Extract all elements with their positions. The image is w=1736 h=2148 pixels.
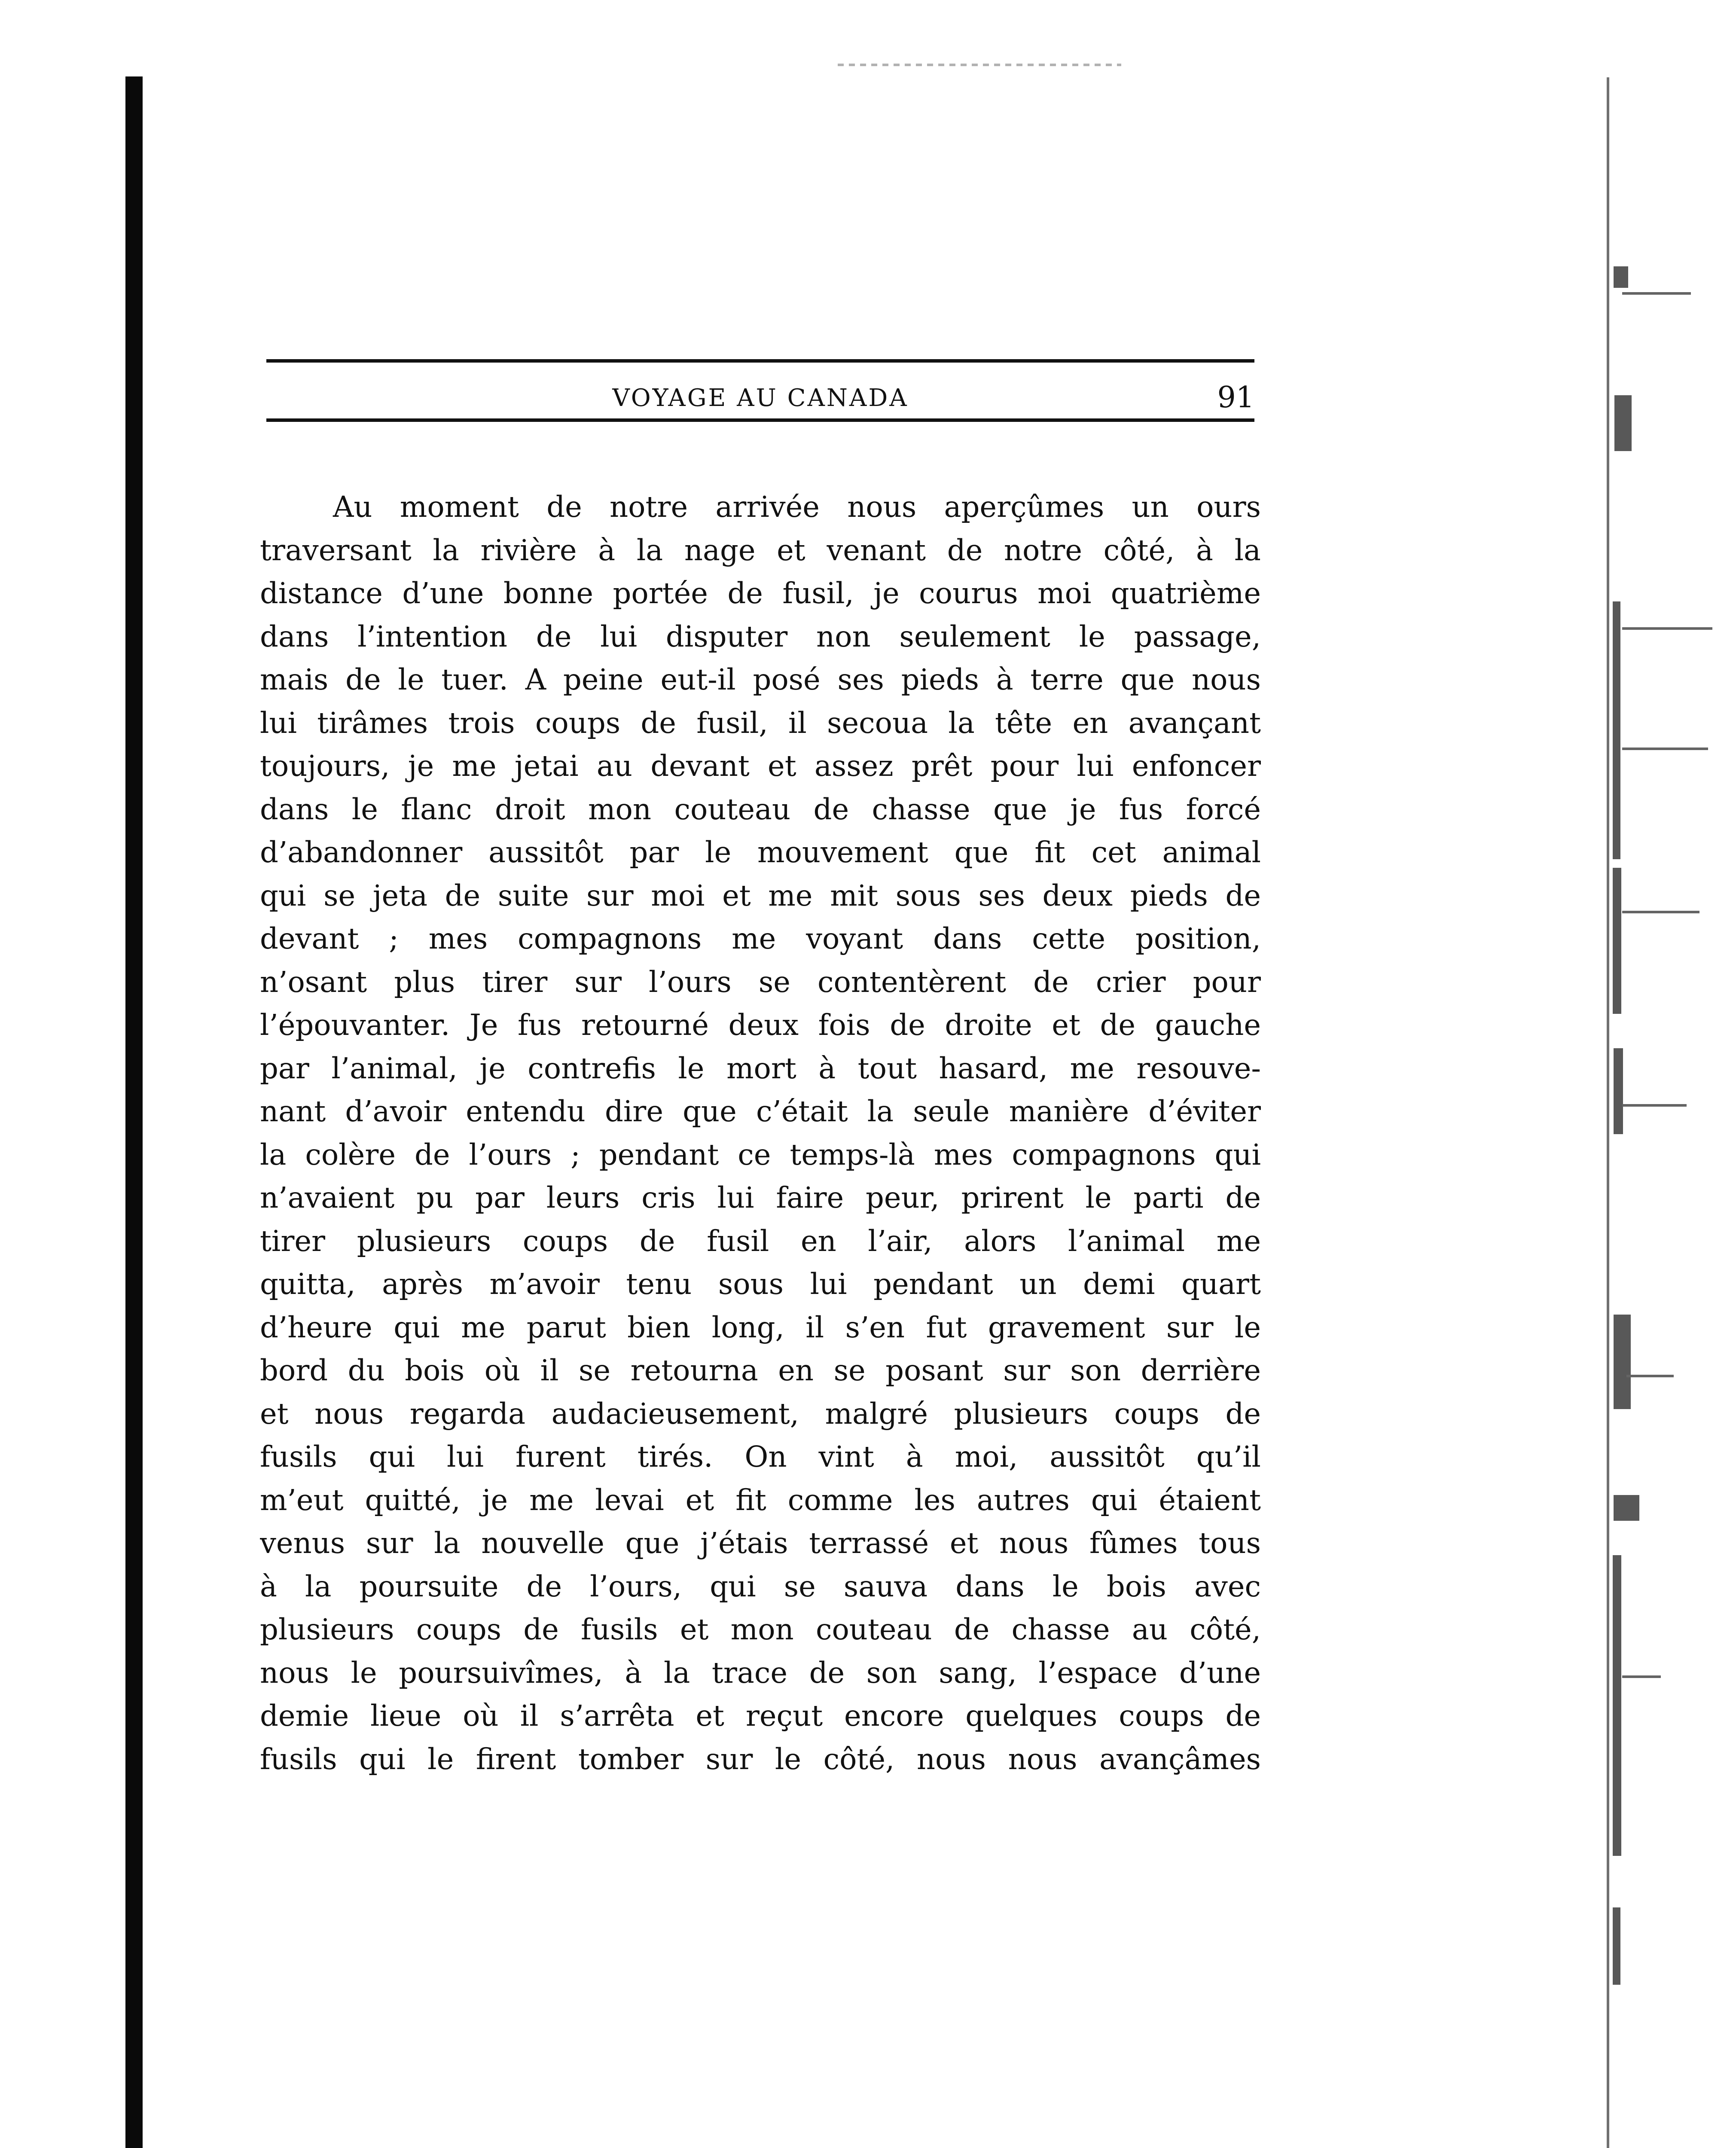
text-line: n’osant plus tirer sur l’ours se contentèrent de crier pour [260,965,1261,999]
scan-edge-artifact [1614,395,1632,451]
text-line: lui tirâmes trois coups de fusil, il secoua la tête en avançant [260,706,1261,740]
text-line: traversant la rivière à la nage et venant de notre côté, à la [260,533,1261,567]
text-line: tirer plusieurs coups de fusil en l’air, alors l’animal me [260,1224,1261,1258]
running-title: VOYAGE AU CANADA [612,384,909,412]
scan-edge-artifact [1613,1555,1621,1856]
text-line: dans le flanc droit mon couteau de chasse que je fus forcé [260,792,1261,826]
text-line: plusieurs coups de fusils et mon couteau de chasse au côté, [260,1613,1261,1646]
text-line: d’heure qui me parut bien long, il s’en fut gravement sur le [260,1310,1261,1344]
text-line: venus sur la nouvelle que j’étais terrassé et nous fûmes tous [260,1526,1261,1560]
text-line: et nous regarda audacieusement, malgré plusieurs coups de [260,1397,1261,1431]
header-row [266,363,1254,418]
scan-edge-artifact [1613,868,1621,1014]
scan-edge-artifact [1622,911,1699,913]
text-line: qui se jeta de suite sur moi et me mit sous ses deux pieds de [260,879,1261,912]
scan-edge-artifact [1614,1048,1623,1134]
text-line: distance d’une bonne portée de fusil, je courus moi quatrième [260,577,1261,610]
text-line: mais de le tuer. A peine eut-il posé ses pieds à terre que nous [260,663,1261,696]
text-line: nant d’avoir entendu dire que c’était la seule manière d’éviter [260,1095,1261,1128]
text-line: l’épouvanter. Je fus retourné deux fois de droite et de gauche [260,1008,1261,1042]
scan-edge-artifact [1622,748,1708,750]
scan-edge-artifact [1622,1104,1687,1107]
text-line: demie lieue où il s’arrêta et reçut encore quelques coups de [260,1699,1261,1733]
scan-edge-artifact [1622,292,1691,295]
scan-edge-artifact [1626,1375,1674,1377]
scan-edge-artifact [838,64,1121,66]
text-line: n’avaient pu par leurs cris lui faire peur, prirent le parti de [260,1181,1261,1214]
header-top-rule [266,359,1254,363]
page-number: 91 [1217,381,1254,415]
scan-edge-artifact [1622,627,1712,630]
text-line: par l’animal, je contrefis le mort à tout hasard, me resouve- [260,1051,1261,1085]
text-line: m’eut quitté, je me levai et fit comme les autres qui étaient [260,1483,1261,1517]
scan-edge-artifact [1613,1907,1620,1985]
text-line: la colère de l’ours ; pendant ce temps-là mes compagnons qui [260,1138,1261,1172]
text-line: à la poursuite de l’ours, qui se sauva dans le bois avec [260,1569,1261,1603]
text-line: nous le poursuivîmes, à la trace de son sang, l’espace d’une [260,1656,1261,1690]
text-line: Au moment de notre arrivée nous aperçûmes un ours [333,490,1261,524]
text-line: toujours, je me jetai au devant et assez prêt pour lui enfoncer [260,749,1261,783]
scan-edge-artifact [1622,1675,1661,1678]
running-header [266,359,1254,422]
scan-edge-artifact [1614,1495,1639,1521]
scan-page-edge [1607,77,1635,2148]
text-line: fusils qui le firent tomber sur le côté, nous nous avançâmes [260,1742,1261,1776]
header-bottom-rule [266,418,1254,422]
text-line: dans l’intention de lui disputer non seulement le passage, [260,619,1261,653]
scan-edge-artifact [1613,601,1620,859]
scan-edge-artifact [1614,266,1628,288]
text-line: fusils qui lui furent tirés. On vint à moi, aussitôt qu’il [260,1440,1261,1474]
text-line: quitta, après m’avoir tenu sous lui pendant un demi quart [260,1267,1261,1301]
text-line: d’abandonner aussitôt par le mouvement que fit cet animal [260,836,1261,869]
body-paragraph [260,485,1261,1781]
text-line: bord du bois où il se retourna en se posant sur son derrière [260,1354,1261,1387]
scan-edge-artifact [1614,1315,1631,1409]
text-line: devant ; mes compagnons me voyant dans cette position, [260,922,1261,955]
scan-binding-shadow [125,76,143,2148]
